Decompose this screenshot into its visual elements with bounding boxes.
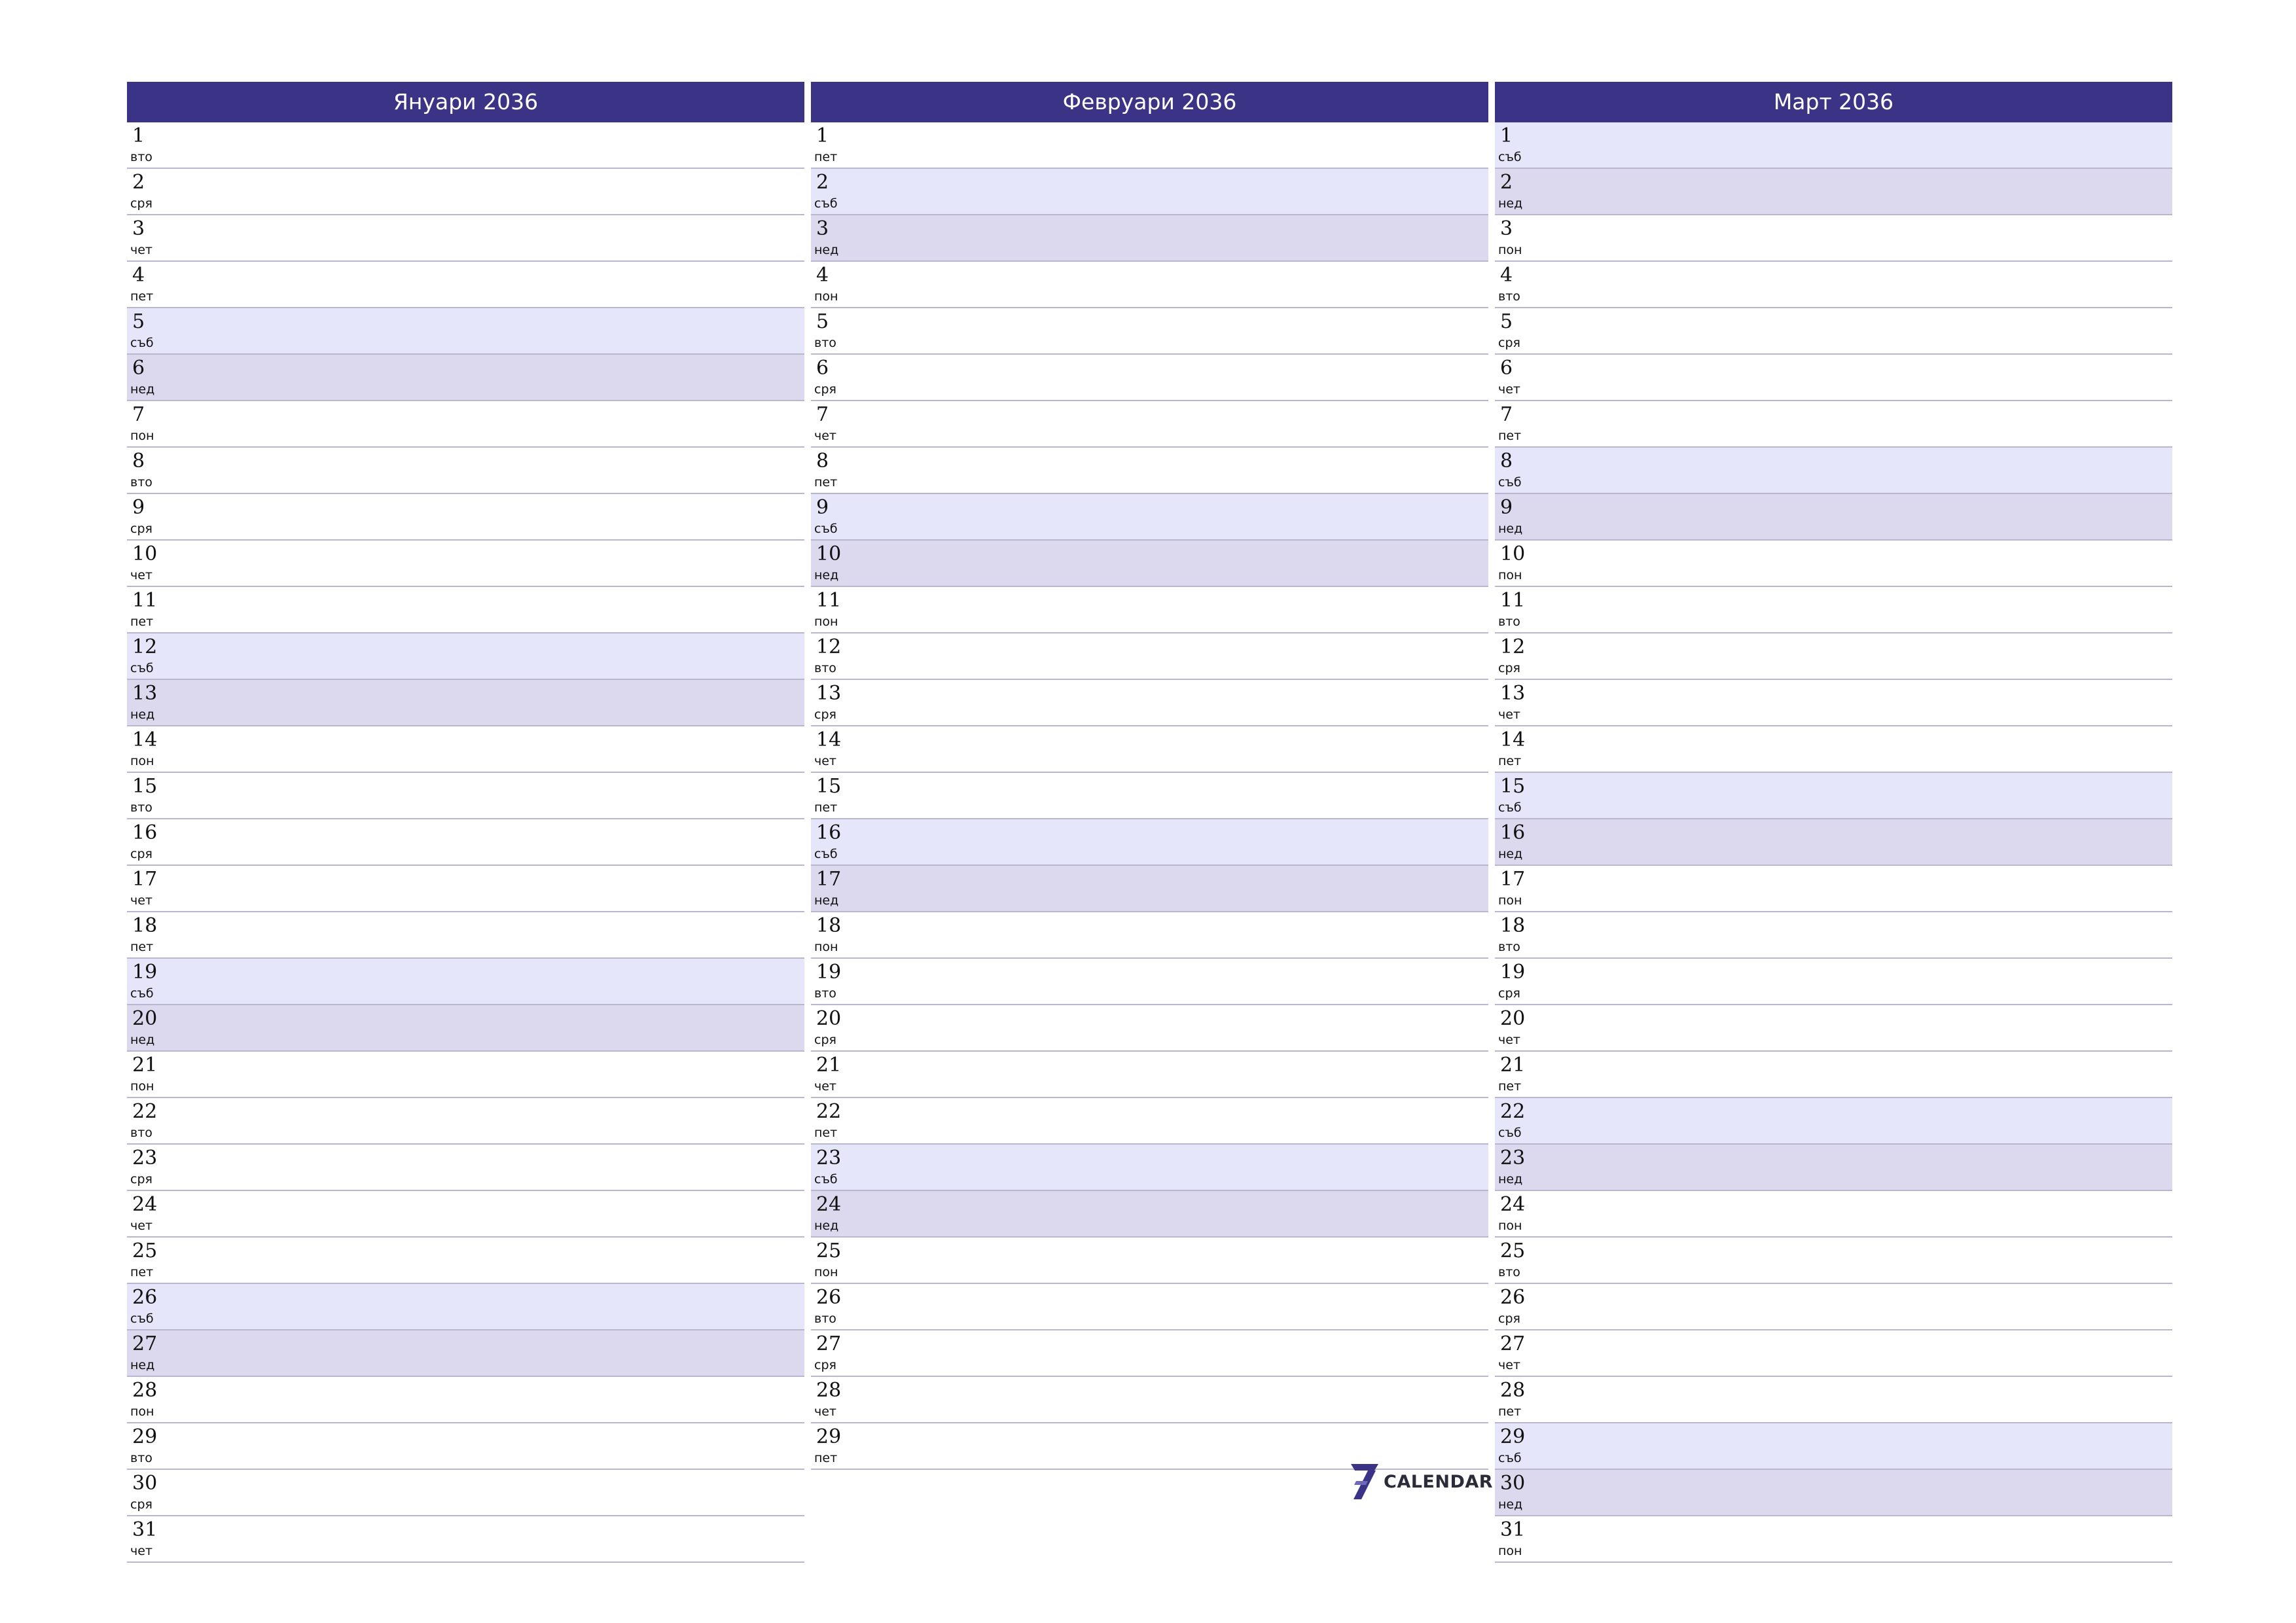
day-number: 5 xyxy=(816,310,829,333)
day-row[interactable] xyxy=(1495,633,2172,680)
weekday-label: чет xyxy=(130,1544,152,1558)
day-row[interactable] xyxy=(811,308,1488,355)
weekday-label: сря xyxy=(130,847,152,861)
day-row[interactable] xyxy=(811,1145,1488,1191)
day-row[interactable] xyxy=(1495,1377,2172,1423)
weekday-label: съб xyxy=(1498,150,1522,164)
day-row[interactable] xyxy=(127,355,804,401)
weekday-label: сря xyxy=(814,707,836,722)
day-row[interactable] xyxy=(811,866,1488,912)
day-number: 11 xyxy=(1500,589,1526,612)
day-number: 15 xyxy=(132,775,158,798)
weekday-label: вто xyxy=(130,1126,152,1140)
day-number: 25 xyxy=(132,1240,158,1262)
day-number: 15 xyxy=(1500,775,1526,798)
weekday-label: вто xyxy=(814,986,836,1001)
day-row[interactable] xyxy=(811,215,1488,262)
day-row[interactable] xyxy=(811,912,1488,959)
day-number: 3 xyxy=(816,217,829,240)
day-row[interactable] xyxy=(127,1423,804,1470)
day-row[interactable] xyxy=(811,1238,1488,1284)
weekday-label: вто xyxy=(130,150,152,164)
day-number: 31 xyxy=(132,1518,158,1541)
day-row[interactable] xyxy=(1495,215,2172,262)
day-row[interactable] xyxy=(1495,308,2172,355)
weekday-label: нед xyxy=(130,1033,155,1047)
day-number: 28 xyxy=(1500,1379,1526,1402)
day-row[interactable] xyxy=(1495,1052,2172,1098)
day-row[interactable] xyxy=(1495,1330,2172,1377)
day-row[interactable] xyxy=(1495,1191,2172,1238)
weekday-label: пет xyxy=(1498,754,1522,768)
day-row[interactable] xyxy=(811,1005,1488,1052)
day-number: 19 xyxy=(132,961,158,984)
weekday-label: съб xyxy=(130,1311,154,1326)
day-row[interactable] xyxy=(1495,494,2172,541)
weekday-label: сря xyxy=(130,1497,152,1512)
weekday-label: сря xyxy=(814,382,836,397)
day-row[interactable] xyxy=(811,1330,1488,1377)
day-row[interactable] xyxy=(1495,1423,2172,1470)
day-row[interactable] xyxy=(127,1330,804,1377)
day-row[interactable] xyxy=(811,169,1488,215)
day-number: 19 xyxy=(1500,961,1526,984)
day-number: 17 xyxy=(1500,868,1526,891)
weekday-label: пет xyxy=(1498,1079,1522,1094)
day-row[interactable] xyxy=(1495,866,2172,912)
weekday-label: пет xyxy=(814,150,838,164)
weekday-label: пон xyxy=(1498,1219,1522,1233)
day-number: 12 xyxy=(1500,635,1526,658)
weekday-label: нед xyxy=(130,382,155,397)
day-row[interactable] xyxy=(811,1052,1488,1098)
day-number: 23 xyxy=(132,1147,158,1169)
weekday-label: вто xyxy=(130,800,152,815)
weekday-label: съб xyxy=(1498,1451,1522,1465)
day-row[interactable] xyxy=(1495,448,2172,494)
day-number: 24 xyxy=(132,1193,158,1216)
weekday-label: чет xyxy=(814,754,836,768)
day-row[interactable] xyxy=(811,1284,1488,1330)
day-number: 27 xyxy=(816,1332,842,1355)
day-number: 24 xyxy=(1500,1193,1526,1216)
day-row[interactable] xyxy=(1495,587,2172,633)
day-number: 9 xyxy=(816,496,829,519)
day-row[interactable] xyxy=(1495,680,2172,726)
day-number: 14 xyxy=(816,728,842,751)
weekday-label: чет xyxy=(814,429,836,443)
day-row[interactable] xyxy=(811,262,1488,308)
weekday-label: сря xyxy=(1498,336,1520,350)
weekday-label: нед xyxy=(130,1358,155,1372)
day-number: 22 xyxy=(1500,1100,1526,1123)
day-number: 1 xyxy=(1500,124,1513,147)
weekday-label: пет xyxy=(814,1451,838,1465)
day-row[interactable] xyxy=(127,1377,804,1423)
day-row[interactable] xyxy=(1495,773,2172,819)
weekday-label: нед xyxy=(1498,522,1523,536)
day-number: 10 xyxy=(1500,543,1526,565)
day-row[interactable] xyxy=(127,819,804,866)
day-number: 8 xyxy=(1500,450,1513,473)
weekday-label: нед xyxy=(814,243,839,257)
weekday-label: съб xyxy=(1498,800,1522,815)
weekday-label: пет xyxy=(130,1265,154,1279)
day-row[interactable] xyxy=(1495,819,2172,866)
day-number: 20 xyxy=(132,1007,158,1030)
day-row[interactable] xyxy=(1495,1145,2172,1191)
day-row[interactable] xyxy=(811,1191,1488,1238)
weekday-label: чет xyxy=(130,243,152,257)
day-row[interactable] xyxy=(127,1145,804,1191)
day-number: 30 xyxy=(132,1472,158,1495)
weekday-label: нед xyxy=(814,568,839,582)
weekday-label: сря xyxy=(130,1172,152,1186)
day-number: 16 xyxy=(1500,821,1526,844)
day-number: 4 xyxy=(816,264,829,287)
day-row[interactable] xyxy=(127,959,804,1005)
weekday-label: вто xyxy=(1498,289,1520,304)
day-number: 16 xyxy=(132,821,158,844)
day-row[interactable] xyxy=(811,959,1488,1005)
day-row[interactable] xyxy=(1495,1005,2172,1052)
day-row[interactable] xyxy=(127,912,804,959)
day-number: 2 xyxy=(132,171,145,194)
day-row[interactable] xyxy=(811,773,1488,819)
weekday-label: нед xyxy=(1498,1172,1523,1186)
day-row[interactable] xyxy=(811,494,1488,541)
day-number: 4 xyxy=(132,264,145,287)
day-number: 26 xyxy=(816,1286,842,1309)
weekday-label: сря xyxy=(130,196,152,211)
weekday-label: пон xyxy=(1498,568,1522,582)
day-number: 22 xyxy=(132,1100,158,1123)
day-number: 8 xyxy=(816,450,829,473)
day-row[interactable] xyxy=(127,1238,804,1284)
day-number: 18 xyxy=(816,914,842,937)
day-row[interactable] xyxy=(127,1052,804,1098)
weekday-label: съб xyxy=(1498,475,1522,490)
weekday-label: съб xyxy=(130,336,154,350)
weekday-label: сря xyxy=(814,1358,836,1372)
weekday-label: пет xyxy=(814,1126,838,1140)
weekday-label: пон xyxy=(1498,1544,1522,1558)
weekday-label: пон xyxy=(814,940,838,954)
day-number: 24 xyxy=(816,1193,842,1216)
day-number: 15 xyxy=(816,775,842,798)
weekday-label: пет xyxy=(814,800,838,815)
day-number: 26 xyxy=(132,1286,158,1309)
day-row[interactable] xyxy=(127,1516,804,1563)
day-number: 28 xyxy=(816,1379,842,1402)
day-number: 5 xyxy=(132,310,145,333)
day-number: 13 xyxy=(132,682,158,705)
day-number: 17 xyxy=(816,868,842,891)
weekday-label: пон xyxy=(1498,243,1522,257)
weekday-label: нед xyxy=(814,1219,839,1233)
day-row[interactable] xyxy=(811,541,1488,587)
weekday-label: чет xyxy=(814,1079,836,1094)
day-number: 13 xyxy=(816,682,842,705)
day-number: 6 xyxy=(1500,357,1513,380)
day-row[interactable] xyxy=(811,401,1488,448)
weekday-label: вто xyxy=(814,661,836,675)
weekday-label: сря xyxy=(1498,1311,1520,1326)
day-number: 7 xyxy=(816,403,829,426)
weekday-label: пон xyxy=(130,429,154,443)
weekday-label: вто xyxy=(814,1311,836,1326)
day-row[interactable] xyxy=(811,587,1488,633)
day-row[interactable] xyxy=(127,680,804,726)
day-number: 6 xyxy=(816,357,829,380)
weekday-label: пет xyxy=(130,940,154,954)
day-number: 28 xyxy=(132,1379,158,1402)
day-number: 7 xyxy=(1500,403,1513,426)
day-number: 25 xyxy=(1500,1240,1526,1262)
weekday-label: нед xyxy=(1498,847,1523,861)
day-row[interactable] xyxy=(127,1005,804,1052)
day-number: 20 xyxy=(816,1007,842,1030)
weekday-label: чет xyxy=(1498,1358,1520,1372)
weekday-label: нед xyxy=(130,707,155,722)
day-number: 31 xyxy=(1500,1518,1526,1541)
weekday-label: пет xyxy=(130,615,154,629)
day-number: 11 xyxy=(816,589,842,612)
weekday-label: вто xyxy=(1498,1265,1520,1279)
day-number: 20 xyxy=(1500,1007,1526,1030)
weekday-label: пон xyxy=(130,1404,154,1419)
weekday-label: съб xyxy=(814,196,838,211)
day-row[interactable] xyxy=(811,355,1488,401)
weekday-label: сря xyxy=(814,1033,836,1047)
weekday-label: пон xyxy=(1498,893,1522,908)
weekday-label: вто xyxy=(1498,615,1520,629)
day-number: 14 xyxy=(132,728,158,751)
day-row[interactable] xyxy=(1495,1516,2172,1563)
day-number: 10 xyxy=(816,543,842,565)
day-number: 13 xyxy=(1500,682,1526,705)
weekday-label: пет xyxy=(130,289,154,304)
day-row[interactable] xyxy=(127,1191,804,1238)
day-number: 1 xyxy=(816,124,829,147)
weekday-label: чет xyxy=(130,568,152,582)
day-number: 27 xyxy=(132,1332,158,1355)
day-number: 12 xyxy=(816,635,842,658)
day-row[interactable] xyxy=(127,215,804,262)
month-column xyxy=(1495,82,2172,1563)
day-row[interactable] xyxy=(811,448,1488,494)
day-number: 23 xyxy=(1500,1147,1526,1169)
weekday-label: съб xyxy=(814,847,838,861)
month-header: Март 2036 xyxy=(1495,82,2172,122)
weekday-label: нед xyxy=(1498,1497,1523,1512)
day-row[interactable] xyxy=(127,1470,804,1516)
day-row[interactable] xyxy=(127,633,804,680)
seven-logo-icon xyxy=(1348,1463,1380,1501)
day-number: 19 xyxy=(816,961,842,984)
day-row[interactable] xyxy=(1495,726,2172,773)
day-row[interactable] xyxy=(127,262,804,308)
logo-text: CALENDAR xyxy=(1384,1471,1494,1492)
weekday-label: съб xyxy=(130,986,154,1001)
day-number: 21 xyxy=(1500,1054,1526,1077)
weekday-label: сря xyxy=(1498,661,1520,675)
weekday-label: пет xyxy=(1498,1404,1522,1419)
day-number: 21 xyxy=(816,1054,842,1077)
day-row[interactable] xyxy=(1495,262,2172,308)
month-column xyxy=(127,82,804,1563)
weekday-label: пон xyxy=(814,615,838,629)
weekday-label: чет xyxy=(130,1219,152,1233)
weekday-label: пон xyxy=(814,1265,838,1279)
weekday-label: чет xyxy=(130,893,152,908)
weekday-label: пон xyxy=(814,289,838,304)
day-row[interactable] xyxy=(1495,122,2172,169)
month-header: Януари 2036 xyxy=(127,82,804,122)
weekday-label: пет xyxy=(814,475,838,490)
day-row[interactable] xyxy=(127,541,804,587)
day-row[interactable] xyxy=(127,726,804,773)
day-number: 27 xyxy=(1500,1332,1526,1355)
weekday-label: чет xyxy=(1498,707,1520,722)
day-row[interactable] xyxy=(1495,169,2172,215)
day-row[interactable] xyxy=(1495,401,2172,448)
weekday-label: вто xyxy=(130,475,152,490)
day-row[interactable] xyxy=(811,633,1488,680)
weekday-label: вто xyxy=(1498,940,1520,954)
day-number: 29 xyxy=(132,1425,158,1448)
day-row[interactable] xyxy=(127,773,804,819)
weekday-label: сря xyxy=(1498,986,1520,1001)
day-number: 2 xyxy=(816,171,829,194)
day-row[interactable] xyxy=(1495,1098,2172,1145)
day-number: 25 xyxy=(816,1240,842,1262)
day-number: 16 xyxy=(816,821,842,844)
day-row[interactable] xyxy=(811,1098,1488,1145)
day-row[interactable] xyxy=(127,1284,804,1330)
weekday-label: чет xyxy=(814,1404,836,1419)
day-number: 8 xyxy=(132,450,145,473)
month-column xyxy=(811,82,1488,1470)
weekday-label: съб xyxy=(814,1172,838,1186)
weekday-label: нед xyxy=(814,893,839,908)
day-number: 3 xyxy=(1500,217,1513,240)
day-row[interactable] xyxy=(1495,1238,2172,1284)
day-row[interactable] xyxy=(811,726,1488,773)
month-header: Февруари 2036 xyxy=(811,82,1488,122)
weekday-label: вто xyxy=(130,1451,152,1465)
day-number: 10 xyxy=(132,543,158,565)
day-row[interactable] xyxy=(127,587,804,633)
weekday-label: чет xyxy=(1498,1033,1520,1047)
day-number: 4 xyxy=(1500,264,1513,287)
weekday-label: вто xyxy=(814,336,836,350)
day-number: 17 xyxy=(132,868,158,891)
weekday-label: сря xyxy=(130,522,152,536)
day-number: 6 xyxy=(132,357,145,380)
day-row[interactable] xyxy=(1495,355,2172,401)
day-number: 11 xyxy=(132,589,158,612)
day-row[interactable] xyxy=(811,819,1488,866)
weekday-label: съб xyxy=(814,522,838,536)
day-row[interactable] xyxy=(127,866,804,912)
day-number: 7 xyxy=(132,403,145,426)
day-row[interactable] xyxy=(811,680,1488,726)
weekday-label: чет xyxy=(1498,382,1520,397)
day-number: 18 xyxy=(132,914,158,937)
day-number: 9 xyxy=(132,496,145,519)
day-number: 2 xyxy=(1500,171,1513,194)
day-number: 12 xyxy=(132,635,158,658)
day-number: 29 xyxy=(816,1425,842,1448)
day-row[interactable] xyxy=(1495,541,2172,587)
day-number: 29 xyxy=(1500,1425,1526,1448)
day-number: 9 xyxy=(1500,496,1513,519)
day-number: 21 xyxy=(132,1054,158,1077)
day-row[interactable] xyxy=(127,308,804,355)
day-row[interactable] xyxy=(127,448,804,494)
weekday-label: пон xyxy=(130,1079,154,1094)
weekday-label: съб xyxy=(1498,1126,1522,1140)
day-number: 14 xyxy=(1500,728,1526,751)
day-number: 26 xyxy=(1500,1286,1526,1309)
day-row[interactable] xyxy=(1495,959,2172,1005)
day-row[interactable] xyxy=(127,401,804,448)
day-number: 23 xyxy=(816,1147,842,1169)
day-number: 3 xyxy=(132,217,145,240)
day-number: 5 xyxy=(1500,310,1513,333)
calendar-logo xyxy=(1348,1463,1493,1501)
day-number: 18 xyxy=(1500,914,1526,937)
weekday-label: пон xyxy=(130,754,154,768)
day-row[interactable] xyxy=(1495,912,2172,959)
day-row[interactable] xyxy=(127,1098,804,1145)
weekday-label: съб xyxy=(130,661,154,675)
day-row[interactable] xyxy=(1495,1284,2172,1330)
day-row[interactable] xyxy=(1495,1470,2172,1516)
weekday-label: пет xyxy=(1498,429,1522,443)
day-number: 30 xyxy=(1500,1472,1526,1495)
day-row[interactable] xyxy=(127,122,804,169)
day-number: 22 xyxy=(816,1100,842,1123)
day-row[interactable] xyxy=(811,122,1488,169)
day-row[interactable] xyxy=(127,494,804,541)
day-row[interactable] xyxy=(127,169,804,215)
day-number: 1 xyxy=(132,124,145,147)
weekday-label: нед xyxy=(1498,196,1523,211)
day-row[interactable] xyxy=(811,1377,1488,1423)
